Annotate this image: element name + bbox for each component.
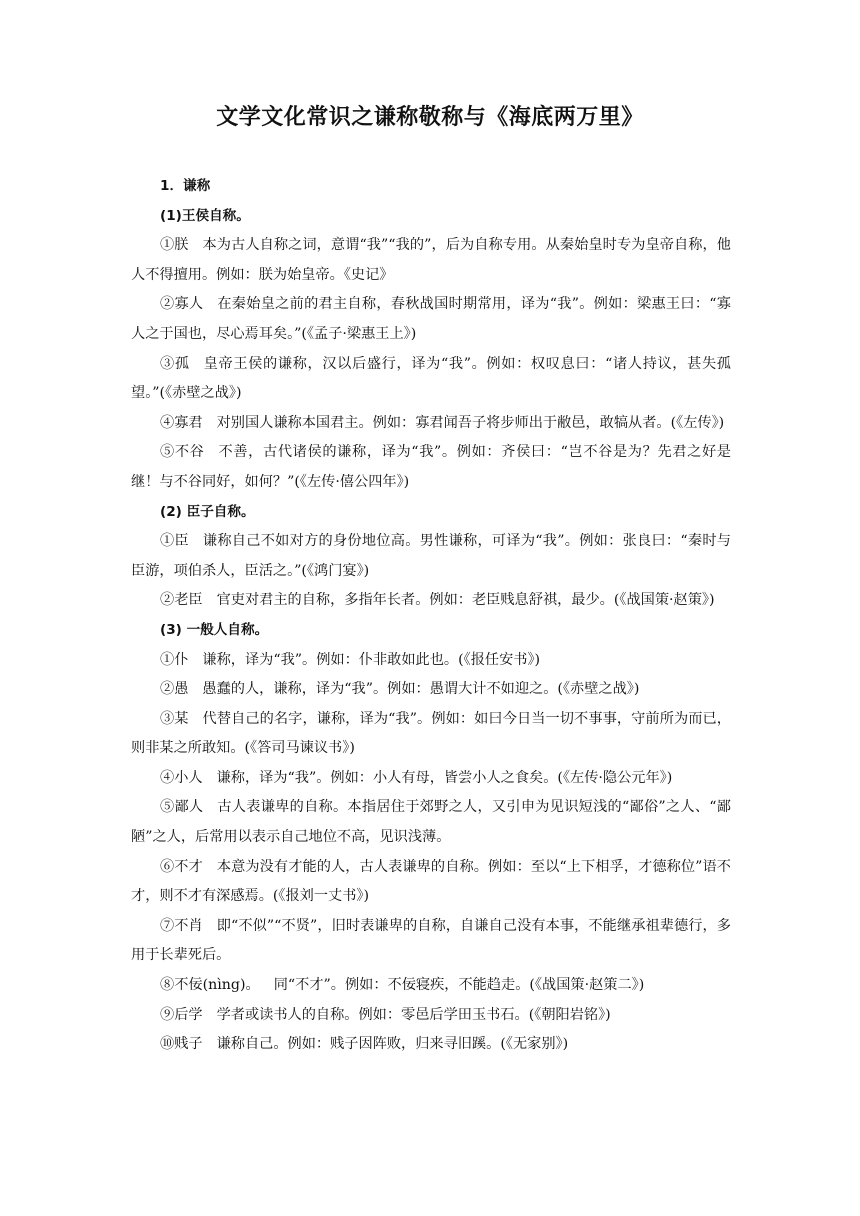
list-item <box>131 438 731 497</box>
list-item <box>131 409 731 439</box>
list-item <box>131 853 731 912</box>
list-common <box>131 646 731 1060</box>
definition: 即“不似”“不贤”，旧时表谦卑的自称，自谦自己没有本事，不能继承祖辈德行，多用于长辈死后。 <box>131 917 731 964</box>
definition: 古人表谦卑的自称。本指居住于郊野之人，又引申为见识短浅的“鄙俗”之人、“鄙陋”之人，后常用以表示自己地位不高，见识浅薄。 <box>131 799 731 846</box>
term: ①朕 <box>160 237 189 254</box>
term: ⑨后学 <box>160 1006 203 1023</box>
list-kings <box>131 231 731 497</box>
term: ⑧不佞(nìng)。 <box>160 977 260 994</box>
list-item <box>131 527 731 586</box>
term: ③某 <box>160 710 189 727</box>
document-body <box>131 172 731 1060</box>
list-item <box>131 646 731 676</box>
list-item <box>131 1001 731 1031</box>
section-heading-modest-terms: 1．谦称 <box>160 178 211 194</box>
definition: 本意为没有才能的人，古人表谦卑的自称。例如：至以“上下相孚，才德称位”语不才，则不才有深感焉。(《报刘一丈书》) <box>131 858 731 905</box>
term: ③孤 <box>160 355 190 372</box>
subheading-ministers-self-reference: (2) 臣子自称。 <box>160 503 255 520</box>
term: ⑩贱子 <box>160 1036 203 1053</box>
term: ④小人 <box>160 769 203 786</box>
subheading-kings-self-reference: (1)王侯自称。 <box>160 207 250 224</box>
term: ⑤不谷 <box>160 444 205 461</box>
subheading-common-self-reference: (3) 一般人自称。 <box>160 621 269 638</box>
definition: 愚蠢的人，谦称，译为“我”。例如：愚谓大计不如迎之。(《赤壁之战》) <box>202 681 640 698</box>
definition: 同“不才”。例如：不佞寝疾，不能趋走。(《战国策·赵策二》) <box>273 977 645 994</box>
term: ②老臣 <box>160 592 203 609</box>
definition: 学者或读书人的自称。例如：零邑后学田玉书石。(《朝阳岩铭》) <box>216 1006 611 1023</box>
list-item <box>131 912 731 971</box>
list-item <box>131 764 731 794</box>
definition: 官吏对君主的自称，多指年长者。例如：老臣贱息舒祺，最少。(《战国策·赵策》) <box>216 592 715 609</box>
list-item <box>131 793 731 852</box>
definition: 代替自己的名字，谦称，译为“我”。例如：如曰今日当一切不事事，守前所为而已，则非某之所敢知。(《答司马谏议书》) <box>131 710 731 757</box>
definition: 皇帝王侯的谦称，汉以后盛行，译为“我”。例如：权叹息曰：“诸人持议，甚失孤望。”(《赤壁之战》) <box>131 355 731 402</box>
term: ①臣 <box>160 533 189 550</box>
term: ②寡人 <box>160 296 204 313</box>
list-item <box>131 971 731 1001</box>
document-title: 文学文化常识之谦称敬称与《海底两万里》 <box>216 105 644 130</box>
list-item <box>131 350 731 409</box>
term: ①仆 <box>160 651 189 668</box>
term: ④寡君 <box>160 414 203 431</box>
list-item <box>131 675 731 705</box>
definition: 谦称自己不如对方的身份地位高。男性谦称，可译为“我”。例如：张良曰：“秦时与臣游，项伯杀人，臣活之。”(《鸿门宴》) <box>131 533 731 579</box>
term: ⑤鄙人 <box>160 799 204 816</box>
definition: 本为古人自称之词，意谓“我”“我的”，后为自称专用。从秦始皇时专为皇帝自称，他人不得擅用。例如：朕为始皇帝。《史记》 <box>131 237 731 283</box>
term: ⑦不肖 <box>160 917 203 934</box>
term: ⑥不才 <box>160 858 203 875</box>
definition: 谦称，译为“我”。例如：小人有母，皆尝小人之食矣。(《左传·隐公元年》) <box>216 769 673 786</box>
definition: 谦称，译为“我”。例如：仆非敢如此也。(《报任安书》) <box>202 651 541 668</box>
list-item <box>131 586 731 616</box>
list-item <box>131 231 731 290</box>
definition: 对别国人谦称本国君主。例如：寡君闻吾子将步师出于敝邑，敢犒从者。(《左传》) <box>216 414 725 431</box>
definition: 谦称自己。例如：贱子因阵败，归来寻旧蹊。(《无家别》) <box>216 1036 569 1053</box>
term: ②愚 <box>160 681 189 698</box>
list-item <box>131 1030 731 1060</box>
list-item <box>131 705 731 764</box>
list-item <box>131 290 731 349</box>
definition: 在秦始皇之前的君主自称，春秋战国时期常用，译为“我”。例如：梁惠王曰：“寡人之于国也，尽心焉耳矣。”(《孟子·梁惠王上》) <box>131 296 731 342</box>
list-ministers <box>131 527 731 616</box>
definition: 不善，古代诸侯的谦称，译为“我”。例如：齐侯曰：“岂不谷是为？先君之好是继！与不谷同好，如何？”(《左传·僖公四年》) <box>131 444 731 490</box>
